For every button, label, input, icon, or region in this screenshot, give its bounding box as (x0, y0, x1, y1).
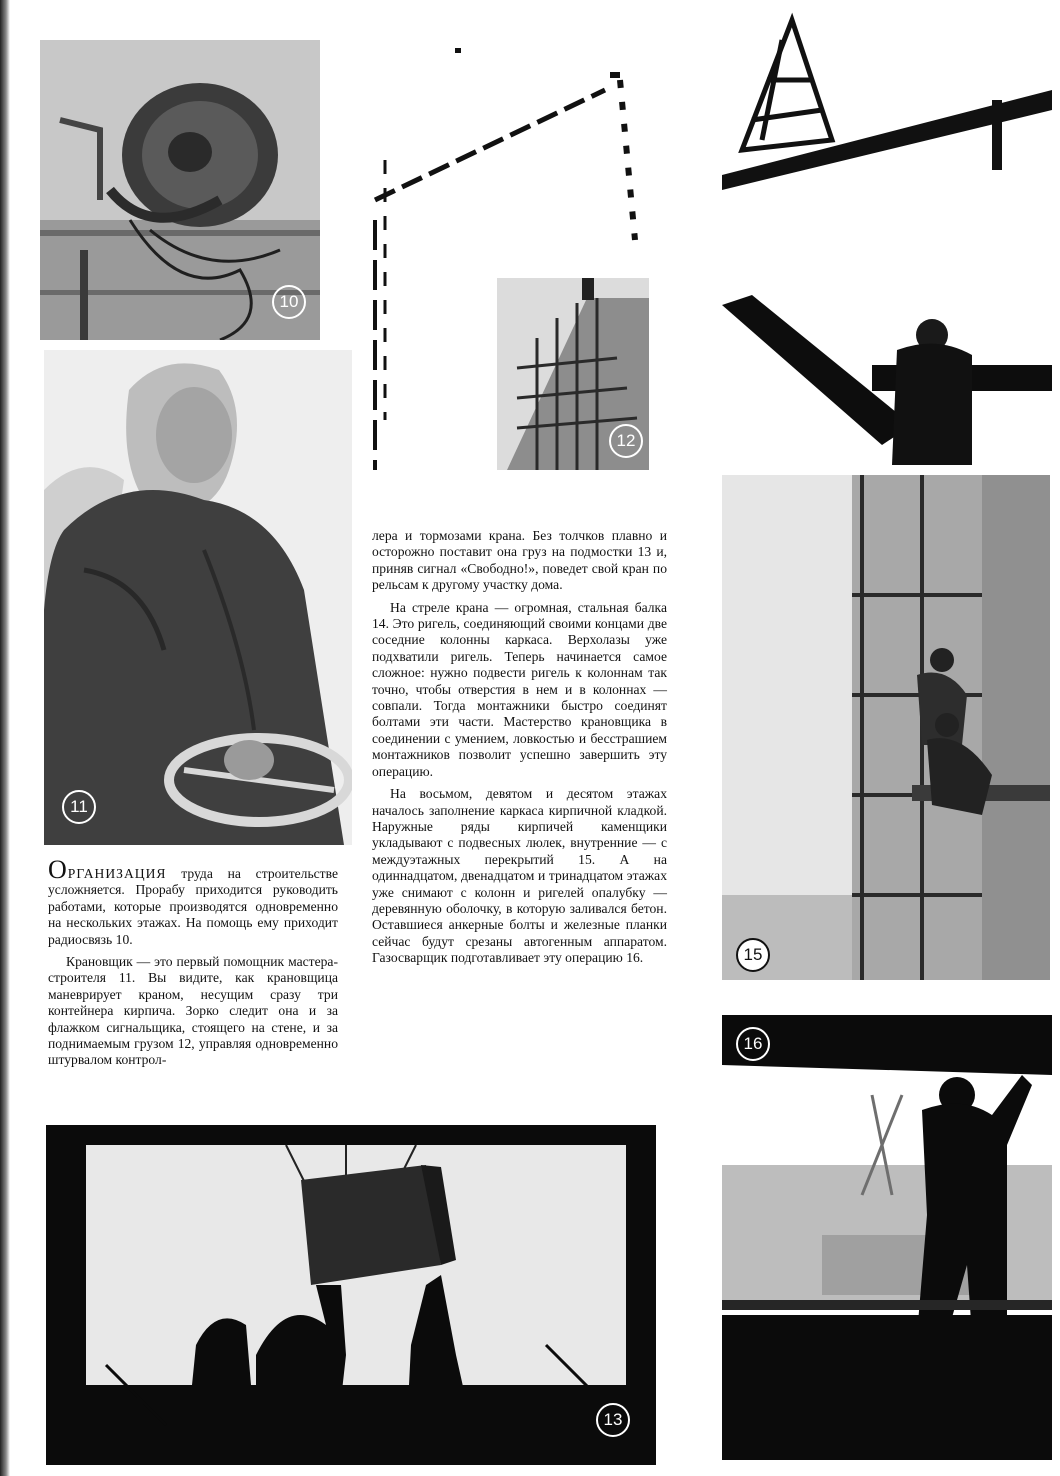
photo-number-12: 12 (609, 424, 643, 458)
drop-cap: О (48, 855, 68, 884)
paragraph-text: труда на строительстве усложняется. Прорабу приходится руководить работами, которые производятся одновременно на нескольких этажах. На помощь ему приходит радиосвязь 10. (48, 866, 338, 947)
photo-number-15: 15 (736, 938, 770, 972)
photo-number-10: 10 (272, 285, 306, 319)
photo-loudspeaker (40, 40, 320, 340)
photo-number-11: 11 (62, 790, 96, 824)
photo-number-16: 16 (736, 1027, 770, 1061)
page-edge (0, 0, 10, 1476)
photo-unloading-container (46, 1125, 656, 1465)
lead-word: РГАНИЗАЦИЯ (67, 866, 167, 881)
paragraph-masonry: На восьмом, девятом и десятом этажах началось заполнение каркаса кирпичной кладкой. Наружные ряды кирпичей каменщики укладывают с подвесных люлек, внутренние — с междуэтажных перекрытий 15. А на одиннадцатом, двенадцатом и тринадцатом этажах уже снимают с колонн и ригелей опалубку — деревянную оболочку, в которую заливался бетон. Оставшиеся анкерные болты и железные планки сейчас будут срезаны автогенным аппаратом. Газосварщик подготавливает эту операцию 16. (372, 786, 667, 966)
paragraph-continuation: лера и тормозами крана. Без толчков плавно и осторожно поставит она груз на подмостки 13 и, приняв сигнал «Свободно!», поведет свой кран по рельсам к другому участку дома. (372, 528, 667, 593)
photo-crane-operator (44, 350, 352, 845)
paragraph-organization (48, 855, 338, 948)
photo-bricklayers (722, 475, 1050, 980)
photo-number-13: 13 (596, 1403, 630, 1437)
photo-crane-boom (722, 0, 1052, 190)
photo-building-frame (497, 278, 649, 470)
photo-worker-on-girder (722, 295, 1052, 465)
photo-gas-welder (722, 1015, 1052, 1460)
paragraph-crane-operator: Крановщик — это первый помощник мастера-строителя 11. Вы видите, как крановщица маневрирует краном, несущим сразу три контейнера кирпича. Зорко следит она и за флажком сигнальщика, стоящего на стене, и за поднимаемым грузом 12, управляя одновременно штурвалом контрол- (48, 954, 338, 1068)
article-text-middle (372, 528, 667, 973)
paragraph-girder: На стреле крана — огромная, стальная балка 14. Это ригель, соединяющий своими концами две соседние колонны каркаса. Верхолазы уже подхватили ригель. Теперь начинается самое сложное: нужно подвести ригель к колоннам так точно, чтобы отверстия в нем и в колоннах — совпали. Тогда монтажники быстро соединят болтами эти части. Мастерство крановщика в соединении с умением, ловкостью и бесстрашием монтажников позволит успешно завершить эту операцию. (372, 599, 667, 779)
article-text-left (48, 855, 338, 1075)
